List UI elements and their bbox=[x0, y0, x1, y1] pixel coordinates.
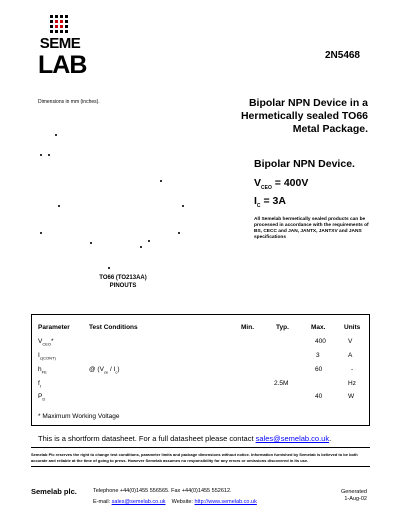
divider bbox=[31, 466, 370, 467]
footer-email-link[interactable]: sales@semelab.co.uk bbox=[111, 499, 166, 505]
col-header-typ: Typ. bbox=[276, 324, 289, 331]
processing-blurb: All Semelab hermetically sealed products can be processed in accordance with the requirements of BS, CECC and JAN, JANTX, JANTXV and JANS specifications bbox=[254, 217, 369, 240]
package-name: TO66 (TO213AA) bbox=[99, 275, 147, 281]
website-link[interactable]: http://www.semelab.co.uk bbox=[194, 499, 257, 505]
dimensions-note: Dimensions in mm (inches). bbox=[38, 99, 100, 105]
semelab-logo bbox=[38, 15, 87, 79]
generated-stamp bbox=[341, 489, 367, 503]
table-row-param: $V_{CEO}*$ bbox=[38, 338, 54, 347]
table-row-units: Hz bbox=[348, 380, 356, 387]
col-header-parameter: Parameter bbox=[38, 324, 70, 331]
device-subtitle: Bipolar NPN Device. bbox=[254, 158, 355, 170]
table-row-max: 40 bbox=[315, 393, 323, 400]
generated-label: Generated bbox=[341, 489, 367, 495]
divider bbox=[31, 447, 370, 448]
table-row-max: 60 bbox=[315, 366, 323, 373]
part-number: 2N5468 bbox=[324, 50, 360, 61]
disclaimer: Semelab Plc reserves the right to change test conditions, parameter limits and package dimensions without notice. Information furnished by Semelab is believed to be both accurate and reliable at the time of going to press. However Semelab assumes no responsibility for any errors or omissions discovered in its use. bbox=[31, 452, 358, 463]
table-row-max: 400 bbox=[315, 338, 326, 345]
table-row-units: A bbox=[348, 352, 353, 359]
table-row-param: $I_{c(CONT)}$ bbox=[38, 352, 56, 361]
logo-word-seme: SEME bbox=[39, 35, 81, 52]
table-row-units: V bbox=[348, 338, 353, 345]
table-row-typ: 2.5M bbox=[274, 380, 289, 387]
spec-ic: $I_C = 3A$ bbox=[254, 195, 286, 210]
contact-links: E-mail: sales@semelab.co.uk Website: http://www.semelab.co.uk bbox=[93, 499, 257, 505]
device-title bbox=[212, 97, 368, 136]
table-row-max: 3 bbox=[316, 352, 320, 359]
title-line: Hermetically sealed TO66 bbox=[240, 110, 368, 122]
table-footnote: * Maximum Working Voltage bbox=[38, 413, 120, 420]
company-name: Semelab plc. bbox=[31, 487, 77, 496]
spec-vceo: $V_{CEO} = 400V$ bbox=[254, 177, 309, 192]
sales-email-link[interactable]: sales@semelab.co.uk bbox=[255, 434, 330, 443]
col-header-max: Max. bbox=[311, 324, 326, 331]
table-row-conditions: @ $(V_{ce} / I_c)$ bbox=[89, 366, 120, 375]
phone-fax: Telephone +44(0)1455 556565. Fax +44(0)1455 552612. bbox=[93, 488, 232, 494]
table-row-param: $P_D$ bbox=[38, 393, 46, 402]
pinouts-label: PINOUTS bbox=[109, 283, 137, 289]
shortform-note: This is a shortform datasheet. For a full datasheet please contact sales@semelab.co.uk. bbox=[38, 434, 332, 443]
package-drawing bbox=[38, 120, 208, 270]
title-line: Metal Package. bbox=[292, 123, 368, 135]
logo-grid-icon bbox=[50, 15, 70, 35]
table-row-units: W bbox=[348, 393, 355, 400]
generated-date: 1-Aug-02 bbox=[344, 496, 367, 502]
table-row-units: - bbox=[351, 366, 354, 373]
col-header-min: Min. bbox=[241, 324, 254, 331]
col-header-units: Units bbox=[344, 324, 361, 331]
logo-word-lab: LAB bbox=[38, 51, 87, 79]
package-label bbox=[88, 274, 158, 290]
table-row-param: $f_t$ bbox=[38, 380, 41, 389]
col-header-conditions: Test Conditions bbox=[89, 324, 138, 331]
table-row-param: $h_{FE}$ bbox=[38, 366, 47, 375]
title-line: Bipolar NPN Device in a bbox=[248, 97, 368, 109]
